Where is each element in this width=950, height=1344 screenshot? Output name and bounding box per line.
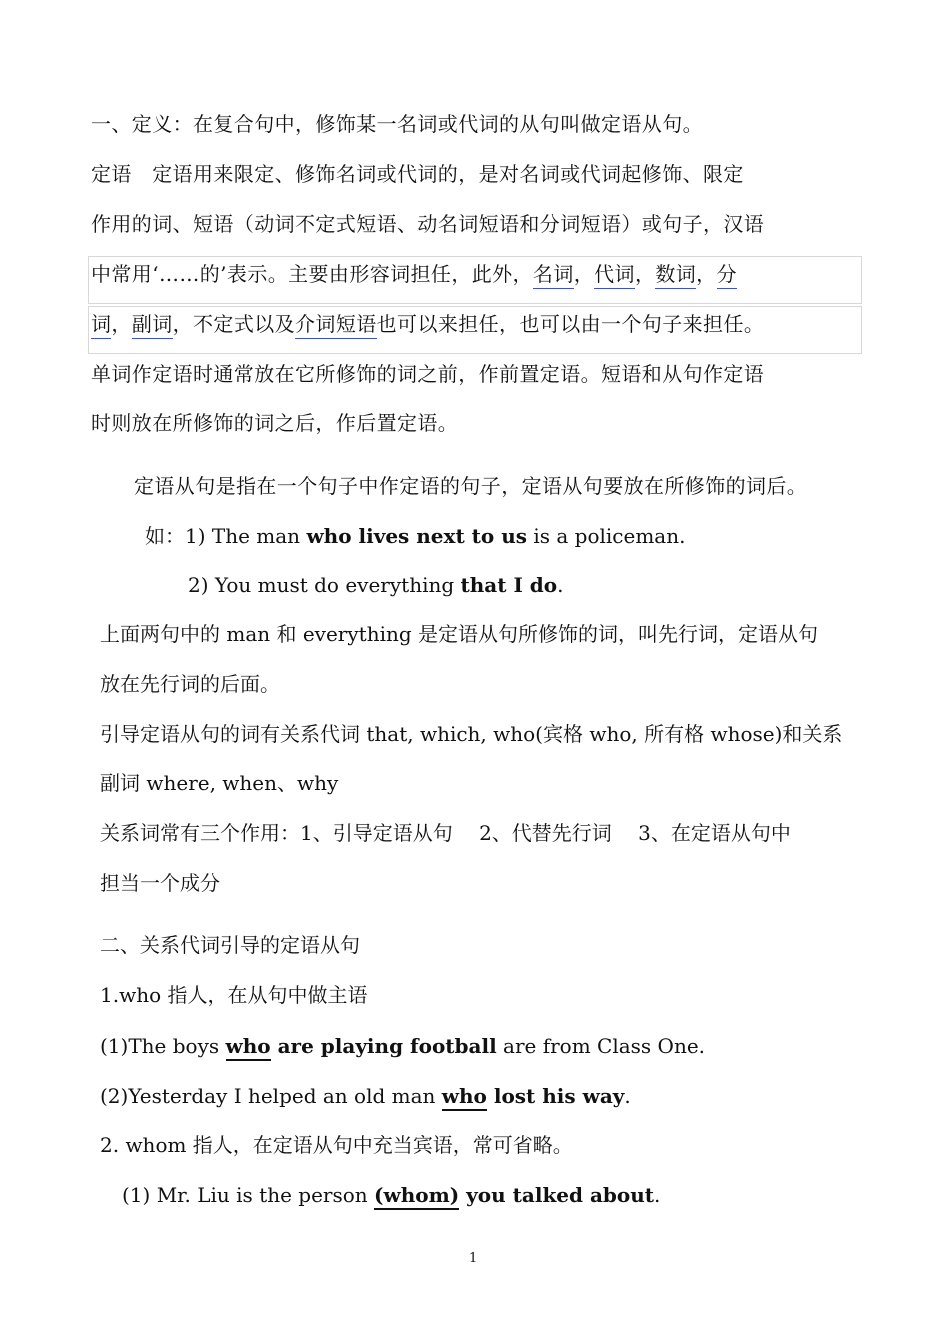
definition-text: 中常用‘……的’表示。主要由形容词担任，此外， (91, 262, 533, 286)
definition-text: 也可以来担任，也可以由一个句子来担任。 (376, 312, 765, 336)
section-2-title: 二、关系代词引导的定语从句 (100, 933, 360, 957)
page-number: 1 (469, 1251, 478, 1266)
example-clause: who lives next to us (306, 524, 527, 548)
example-1 (145, 524, 685, 548)
example-text: . (557, 573, 564, 597)
who-example-2 (100, 1084, 631, 1108)
example-text: is a policeman. (527, 524, 686, 548)
relative-pronoun: who (226, 1034, 271, 1061)
section-1-definition: 一、定义：在复合句中，修饰某一名词或代词的从句叫做定语从句。 (91, 112, 703, 136)
example-text: . (624, 1084, 631, 1108)
separator: ， (573, 262, 595, 286)
separator: ， (696, 262, 717, 286)
example-2 (188, 573, 563, 597)
relative-pronoun: (whom) (374, 1183, 459, 1210)
hyperlink-adverb[interactable]: 副词 (132, 312, 173, 339)
definition-paragraph-line-5: 单词作定语时通常放在它所修饰的词之前，作前置定语。短语和从句作定语 (91, 362, 765, 386)
example-text: . (654, 1183, 661, 1207)
example-text: (1)The boys (100, 1034, 226, 1058)
definition-paragraph-line-4 (91, 312, 764, 336)
introducers-line-1: 引导定语从句的词有关系代词 that, which, who(宾格 who, 所有格 whose)和关系 (100, 722, 843, 746)
whom-example-1 (122, 1183, 660, 1207)
roles-line-1: 关系词常有三个作用：1、引导定语从句 2、代替先行词 3、在定语从句中 (100, 821, 791, 845)
example-clause: you talked about (459, 1183, 655, 1207)
relative-pronoun: who (442, 1084, 487, 1111)
hyperlink-numeral[interactable]: 数词 (655, 262, 696, 289)
definition-text: ，不定式以及 (172, 312, 296, 336)
hyperlink-prepositional-phrase[interactable]: 介词短语 (295, 312, 377, 339)
example-text: are from Class One. (496, 1034, 706, 1058)
antecedent-line-1: 上面两句中的 man 和 everything 是定语从句所修饰的词，叫先行词，定语从句 (100, 622, 819, 646)
example-text: (1) Mr. Liu is the person (122, 1183, 375, 1207)
definition-paragraph-line-2: 作用的词、短语（动词不定式短语、动名词短语和分词短语）或句子，汉语 (91, 212, 765, 236)
example-text: 如：1) The man (145, 524, 307, 548)
antecedent-line-2: 放在先行词的后面。 (100, 672, 280, 696)
hyperlink-participle-part2[interactable]: 词 (91, 312, 111, 339)
definition-paragraph-line-1: 定语 定语用来限定、修饰名词或代词的，是对名词或代词起修饰、限定 (91, 162, 744, 186)
who-example-1 (100, 1034, 705, 1058)
hyperlink-participle-part1[interactable]: 分 (717, 262, 737, 289)
who-heading: 1.who 指人，在从句中做主语 (100, 983, 368, 1007)
roles-line-2: 担当一个成分 (100, 871, 220, 895)
example-clause: lost his way (486, 1084, 625, 1108)
hyperlink-pronoun[interactable]: 代词 (594, 262, 635, 289)
example-clause: are playing football (270, 1034, 497, 1058)
hyperlink-noun[interactable]: 名词 (533, 262, 574, 289)
example-text: 2) You must do everything (188, 573, 461, 597)
introducers-line-2: 副词 where, when、why (100, 771, 339, 795)
whom-heading: 2. whom 指人，在定语从句中充当宾语，常可省略。 (100, 1133, 573, 1157)
definition-paragraph-line-6: 时则放在所修饰的词之后，作后置定语。 (91, 411, 459, 435)
relative-clause-definition: 定语从句是指在一个句子中作定语的句子，定语从句要放在所修饰的词后。 (134, 474, 808, 498)
example-clause: that I do (460, 573, 558, 597)
definition-paragraph-line-3 (91, 262, 737, 286)
separator: ， (634, 262, 656, 286)
separator: ， (111, 312, 132, 336)
example-text: (2)Yesterday I helped an old man (100, 1084, 442, 1108)
